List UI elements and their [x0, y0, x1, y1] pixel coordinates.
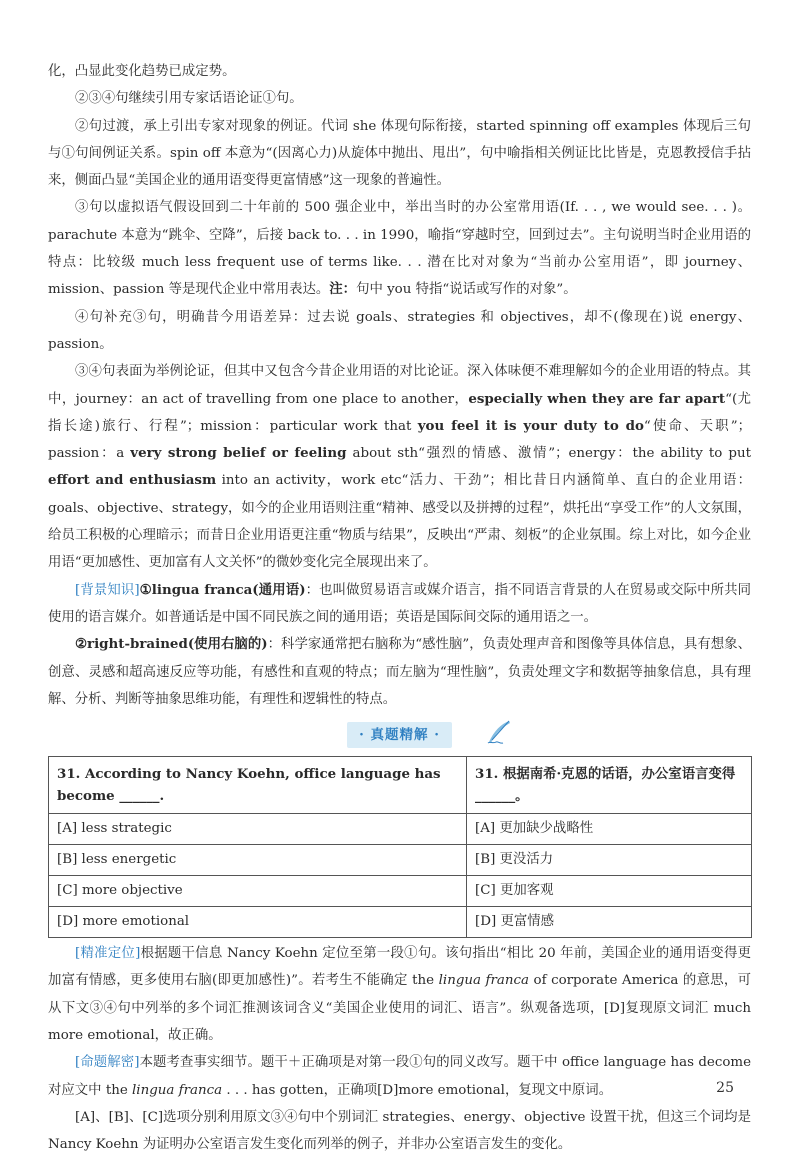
paragraph-sentence-2: ②句过渡，承上引出专家对现象的例证。代词 she 体现句际衔接，started spinning off examples 体现后三句与①句间例证关系。spin off 本意为“(因离心力)从旋体中抛出、甩出”，句中喻指相关例证比比皆是，克恩教授信手拈来，侧面凸显“美国企业的通用语变得更富情感”这一现象的普遍性。	[48, 118, 751, 189]
analysis-decode: [命题解密]本题考查事实细节。题干＋正确项是对第一段①句的同义改写。题干中 office language has decome 对应文中 the lingua franca . . . has gotten，正确项[D]more emotional，复现文中原词。	[48, 1055, 751, 1098]
table-row	[49, 814, 752, 845]
question-zh: 31. 根据南希·克恩的话语，办公室语言变得______。	[467, 757, 752, 814]
option-en: [A] less strategic	[49, 814, 467, 845]
option-zh: [C] 更加客观	[467, 876, 752, 907]
table-row	[49, 845, 752, 876]
analysis-distractors: [A]、[B]、[C]选项分别利用原文③④句中个别词汇 strategies、energy、objective 设置干扰，但这三个词均是 Nancy Koehn 为证明办公室语言发生变化而列举的例子，并非办公室语言发生的变化。	[48, 1109, 751, 1153]
paragraph-sentence-4: ④句补充③句，明确昔今用语差异：过去说 goals、strategies 和 objectives，却不(像现在)说 energy、passion。	[48, 309, 751, 352]
paragraph-sentence-2-4: ②③④句继续引用专家话语论证①句。	[75, 91, 303, 107]
analysis-location: [精准定位]根据题干信息 Nancy Koehn 定位至第一段①句。该句指出“相比 20 年前，美国企业的通用语变得更加富有情感，更多使用右脑(即更加感性)”。若考生不能确定 the lingua franca of corporate America 的意思，可从下文③④句中列举的多个词汇推测该词含义“美国企业使用的词汇、语言”。纵观备选项，[D]复现原文词汇 much more emotional，故正确。	[48, 946, 752, 1044]
background-knowledge-tag: [背景知识]	[75, 582, 140, 598]
paragraph-sentence-3: ③句以虚拟语气假设回到二十年前的 500 强企业中，举出当时的办公室常用语(If. . . , we would see. . . )。parachute 本意为“跳伞、空降”，后接 back to. . . in 1990，喻指“穿越时空，回到过去”。主句说明当时企业用语的特点：比较级 much less frequent use of terms like. . . 潜在比对对象为“当前办公室用语”，即 journey、mission、passion 等是现代企业中常用表达。注：句中 you 特指“说话或写作的对象”。	[48, 200, 751, 298]
table-row	[49, 907, 752, 938]
page-number: 25	[716, 1080, 734, 1096]
question-table	[48, 756, 752, 938]
option-en: [C] more objective	[49, 876, 467, 907]
question-en: 31. According to Nancy Koehn, office language has become ______.	[49, 757, 467, 814]
section-banner	[48, 722, 751, 748]
option-en: [D] more emotional	[49, 907, 467, 938]
paragraph-continuation: 化，凸显此变化趋势已成定势。	[48, 64, 236, 79]
decode-tag: [命题解密]	[75, 1055, 140, 1071]
option-zh: [A] 更加缺少战略性	[467, 814, 752, 845]
paragraph-comparison: ③④句表面为举例论证，但其中又包含今昔企业用语的对比论证。深入体味便不难理解如今的企业用语的特点。其中，journey：an act of travelling from one place to another，especially when they are far apart“(尤指长途)旅行、行程”；mission：particular work that you feel it is your duty to do“使命、天职”；passion：a very strong belief or feeling about sth“强烈的情感、激情”；energy：the ability to put effort and enthusiasm into an activity，work etc“活力、干劲”；相比昔日内涵简单、直白的企业用语：goals、objective、strategy，如今的企业用语则注重“精神、感受以及拼搏的过程”，烘托出“享受工作”的人文氛围，给员工积极的心理暗示；而昔日企业用语更注重“物质与结果”，反映出“严肃、刻板”的企业氛围。综上对比，如今企业用语“更加感性、更加富有人文关怀”的微妙变化完全展现出来了。	[48, 364, 752, 571]
background-knowledge-2: ②right-brained(使用右脑的)：科学家通常把右脑称为“感性脑”，负责处理声音和图像等具体信息，具有想象、创意、灵感和超高速反应等功能，有感性和直观的特点；而左脑为“理性脑”，负责处理文字和数据等抽象信息，具有理解、分析、判断等抽象思维功能，有理性和逻辑性的特点。	[48, 636, 751, 707]
option-en: [B] less energetic	[49, 845, 467, 876]
option-zh: [B] 更没活力	[467, 845, 752, 876]
table-row	[49, 757, 752, 814]
banner-title: · 真题精解 ·	[347, 722, 452, 748]
option-zh: [D] 更富情感	[467, 907, 752, 938]
table-row	[49, 876, 752, 907]
page-content	[48, 58, 751, 1159]
quill-icon	[483, 718, 513, 748]
location-tag: [精准定位]	[75, 946, 141, 962]
background-knowledge-1: [背景知识]①lingua franca(通用语)：也叫做贸易语言或媒介语言，指不同语言背景的人在贸易或交际中所共同使用的语言媒介。如普通话是中国不同民族之间的通用语；英语是国际间交际的通用语之一。	[48, 581, 752, 625]
